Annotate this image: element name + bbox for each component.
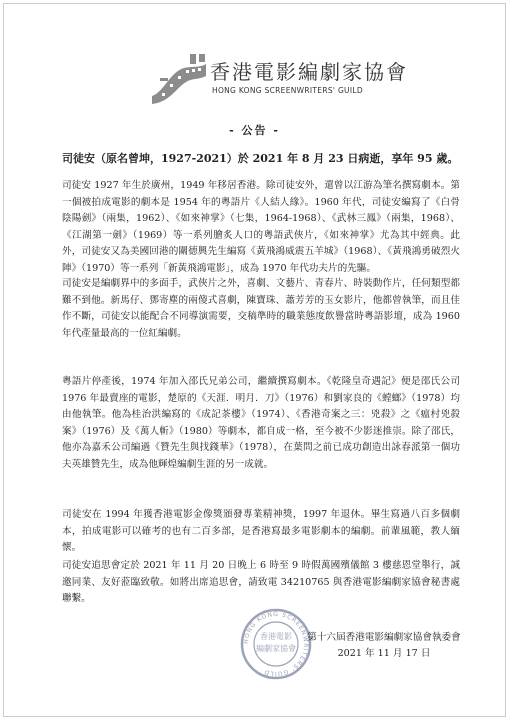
signature-date: 2021 年 11 月 17 日	[337, 648, 431, 659]
guild-name-chinese: 香港電影編劇家協會	[210, 60, 408, 84]
svg-text:編劇家協會: 編劇家協會	[256, 644, 296, 653]
paragraph-memorial: 司徒安追思會定於 2021 年 11 月 20 日晚上 6 時至 9 時假萬國殯儀館 3 樓慈恩堂舉行，誠邀同業、友好蒞臨致敬。如將出席追思會，請致電 34210765 與香港電影編劇家協會秘書處聯繫。	[62, 560, 460, 605]
paragraph-versatility: 司徒安是編劇界中的多面手，武俠片之外，喜劇、文藝片、青春片、時裝動作片，任何類型都難不到他。新馬仔、鄧寄塵的兩傻式喜劇，陳寶珠、蕭芳芳的玉女影片，他都曾執筆，而且佳作不斷，司徒安以能配合不同導演需要，交稿準時的職業態度飲譽當時粵語影壇，成為 1960 年代產量最高的一位紅編劇。	[62, 278, 460, 339]
paragraph-award: 司徒安在 1994 年獲香港電影金像獎頒發專業精神獎，1997 年退休。畢生寫過八百多個劇本，拍成電影可以確考的也有二百多部，是香港寫最多電影劇本的編劇。前輩風範，教人緬懷。	[62, 509, 460, 554]
notice-title: - 公告 -	[229, 124, 280, 137]
guild-name-english: HONG KONG SCREENWRITERS' GUILD	[212, 86, 363, 95]
film-strip-icon	[150, 52, 208, 104]
signature-committee: 第十六屆香港電影編劇家協會執委會	[307, 632, 461, 643]
paragraph-career: 司徒安 1927 年生於廣州，1949 年移居香港。除司徒安外，還曾以江游為筆名撰寫劇本。第一個被拍成電影的劇本是 1954 年的粵語片《人結人緣》。1960 年代，司徒安編寫了《白骨陰陽劍》（兩集，1962）、《如來神掌》（七集，1964-1968）、《武林三鳳》（兩集，1968）、《江湖第一劍》（1969）等一系列膾炙人口的粵語武俠片，《如來神掌》尤為其中經典。此外，司徒安又為美國回港的關德興先生編寫《黃飛鴻威震五羊城》（1968）、《黃飛鴻勇破烈火陣》（1970）等一系列「新黃飛鴻電影」，成為 1970 年代功夫片的先驅。	[62, 180, 460, 274]
guild-seal-stamp	[238, 606, 314, 682]
guild-logo	[150, 48, 408, 108]
svg-text:HONG KONG SCREENWRITERS' GUILD: HONG KONG SCREENWRITERS' GUILD	[242, 610, 310, 678]
svg-text:香港電影: 香港電影	[260, 632, 292, 641]
paragraph-shaw-brothers: 粵語片停產後，1974 年加入邵氏兄弟公司，繼續撰寫劇本。《乾隆皇奇遇記》便是邵氏公司 1976 年最賣座的電影，楚原的《天涯．明月．刀》（1976）和劉家良的《螳螂》（1978）均由他執筆。他為桂治洪編寫的《成記茶樓》（1974）、《香港奇案之三：兇殺》之《瘟村兇殺案》（1976）及《萬人斬》（1980）等劇本，都自成一格，至今被不少影迷推崇。除了邵氏，他亦為嘉禾公司編過《贊先生與找錢華》（1978），在葉問之前已成功創造出詠春派第一個功夫英雄贊先生，成為他輝煌編劇生涯的另一成就。	[62, 376, 460, 470]
notice-headline: 司徒安（原名曾坤，1927-2021）於 2021 年 8 月 23 日病逝，享年 95 歲。	[62, 152, 459, 165]
